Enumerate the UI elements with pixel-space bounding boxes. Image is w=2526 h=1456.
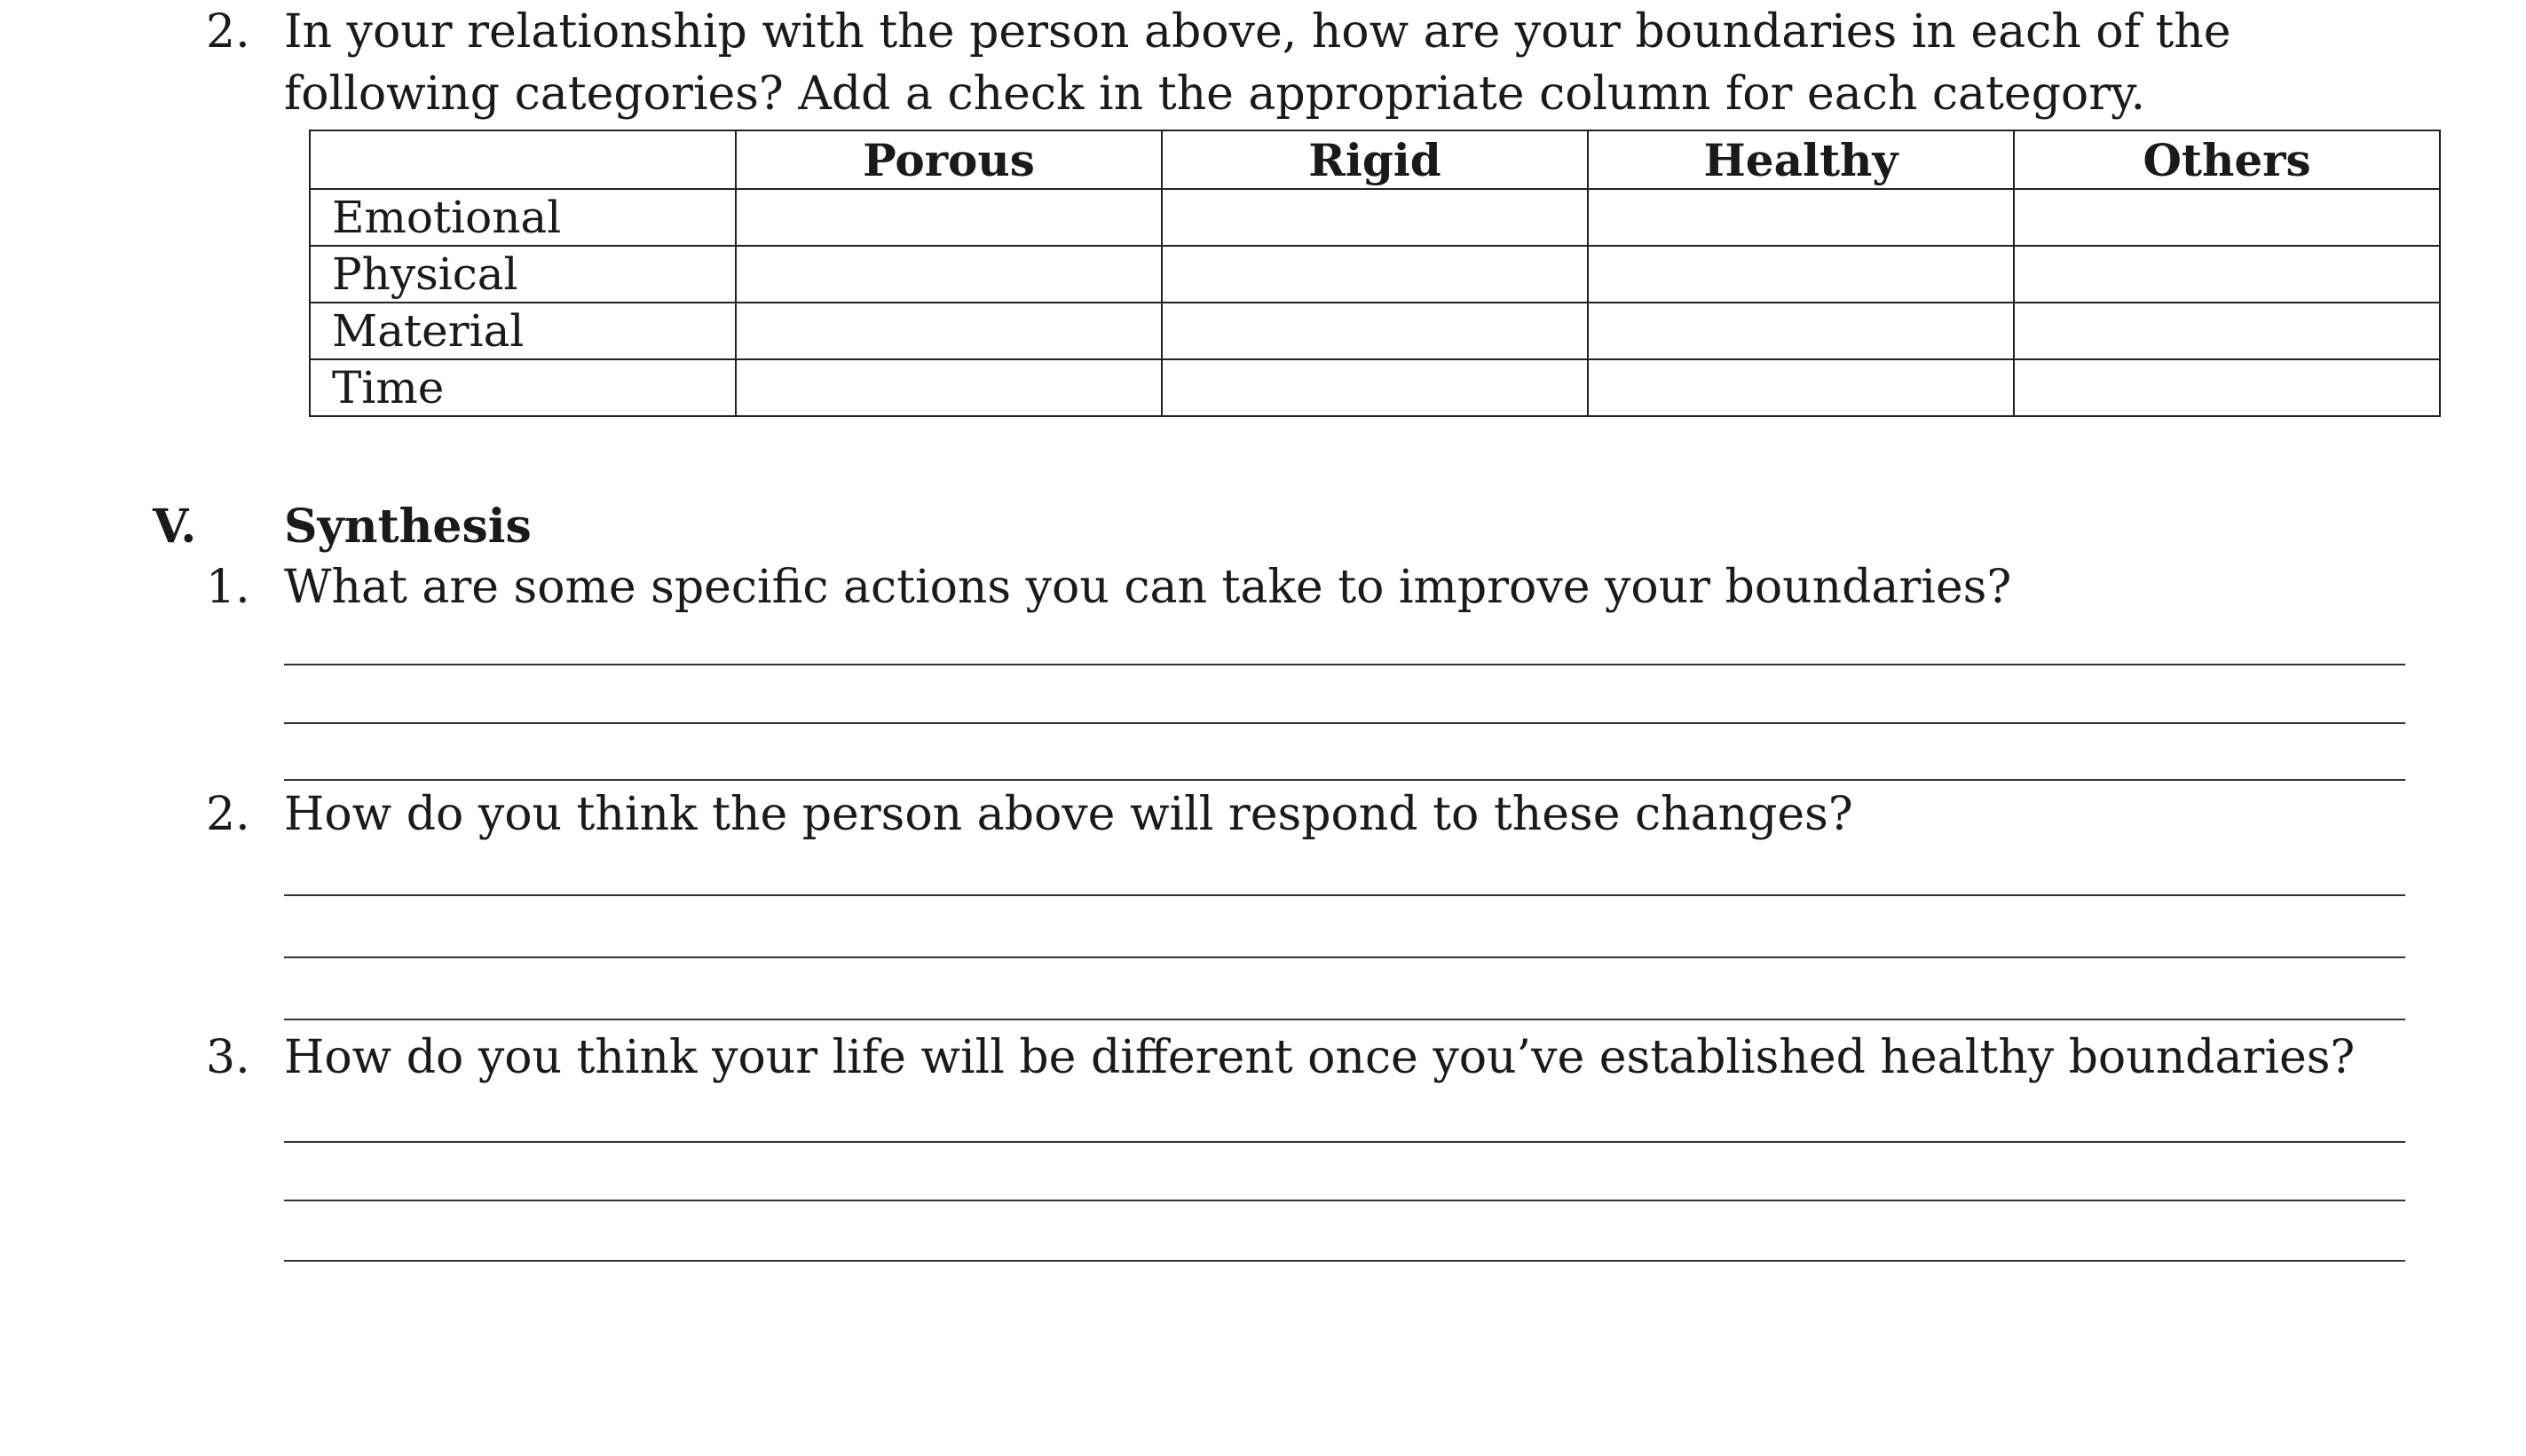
table-header-row	[310, 130, 2440, 189]
row-label-material: Material	[310, 303, 736, 359]
question-number: 2.	[206, 5, 250, 59]
check-cell[interactable]	[1588, 303, 2014, 359]
table-row	[310, 359, 2440, 416]
check-cell[interactable]	[1588, 189, 2014, 246]
table-row	[310, 246, 2440, 303]
check-cell[interactable]	[736, 189, 1162, 246]
question-number: 1.	[206, 561, 250, 614]
check-cell[interactable]	[2014, 189, 2440, 246]
header-cell-porous: Porous	[736, 130, 1162, 189]
check-cell[interactable]	[1588, 246, 2014, 303]
question-number: 2.	[206, 788, 250, 841]
check-cell[interactable]	[1162, 246, 1588, 303]
check-cell[interactable]	[1162, 303, 1588, 359]
question-text: How do you think your life will be different once you’ve established healthy boundaries?	[284, 1031, 2356, 1084]
answer-line[interactable]	[284, 1200, 2405, 1201]
header-cell-blank	[310, 130, 736, 189]
question-number: 3.	[206, 1031, 250, 1084]
section-numeral: V.	[153, 500, 197, 554]
answer-line[interactable]	[284, 1141, 2405, 1143]
check-cell[interactable]	[2014, 246, 2440, 303]
check-cell[interactable]	[1162, 359, 1588, 416]
answer-line[interactable]	[284, 664, 2405, 665]
answer-line[interactable]	[284, 779, 2405, 781]
answer-line[interactable]	[284, 956, 2405, 958]
header-cell-healthy: Healthy	[1588, 130, 2014, 189]
answer-line[interactable]	[284, 894, 2405, 896]
check-cell[interactable]	[2014, 359, 2440, 416]
check-cell[interactable]	[736, 246, 1162, 303]
boundaries-table	[309, 130, 2441, 417]
row-label-physical: Physical	[310, 246, 736, 303]
check-cell[interactable]	[1162, 189, 1588, 246]
answer-line[interactable]	[284, 1019, 2405, 1020]
header-cell-others: Others	[2014, 130, 2440, 189]
check-cell[interactable]	[736, 359, 1162, 416]
answer-line[interactable]	[284, 722, 2405, 724]
row-label-emotional: Emotional	[310, 189, 736, 246]
answer-line[interactable]	[284, 1260, 2405, 1262]
row-label-time: Time	[310, 359, 736, 416]
check-cell[interactable]	[736, 303, 1162, 359]
check-cell[interactable]	[1588, 359, 2014, 416]
question-text: What are some specific actions you can take to improve your boundaries?	[284, 561, 2012, 614]
table-row	[310, 303, 2440, 359]
question-text: How do you think the person above will respond to these changes?	[284, 788, 1853, 841]
question-text-line-2: following categories? Add a check in the appropriate column for each category.	[284, 67, 2146, 121]
table-row	[310, 189, 2440, 246]
check-cell[interactable]	[2014, 303, 2440, 359]
header-cell-rigid: Rigid	[1162, 130, 1588, 189]
question-text-line-1: In your relationship with the person above, how are your boundaries in each of the	[284, 5, 2231, 59]
section-title: Synthesis	[284, 500, 532, 554]
